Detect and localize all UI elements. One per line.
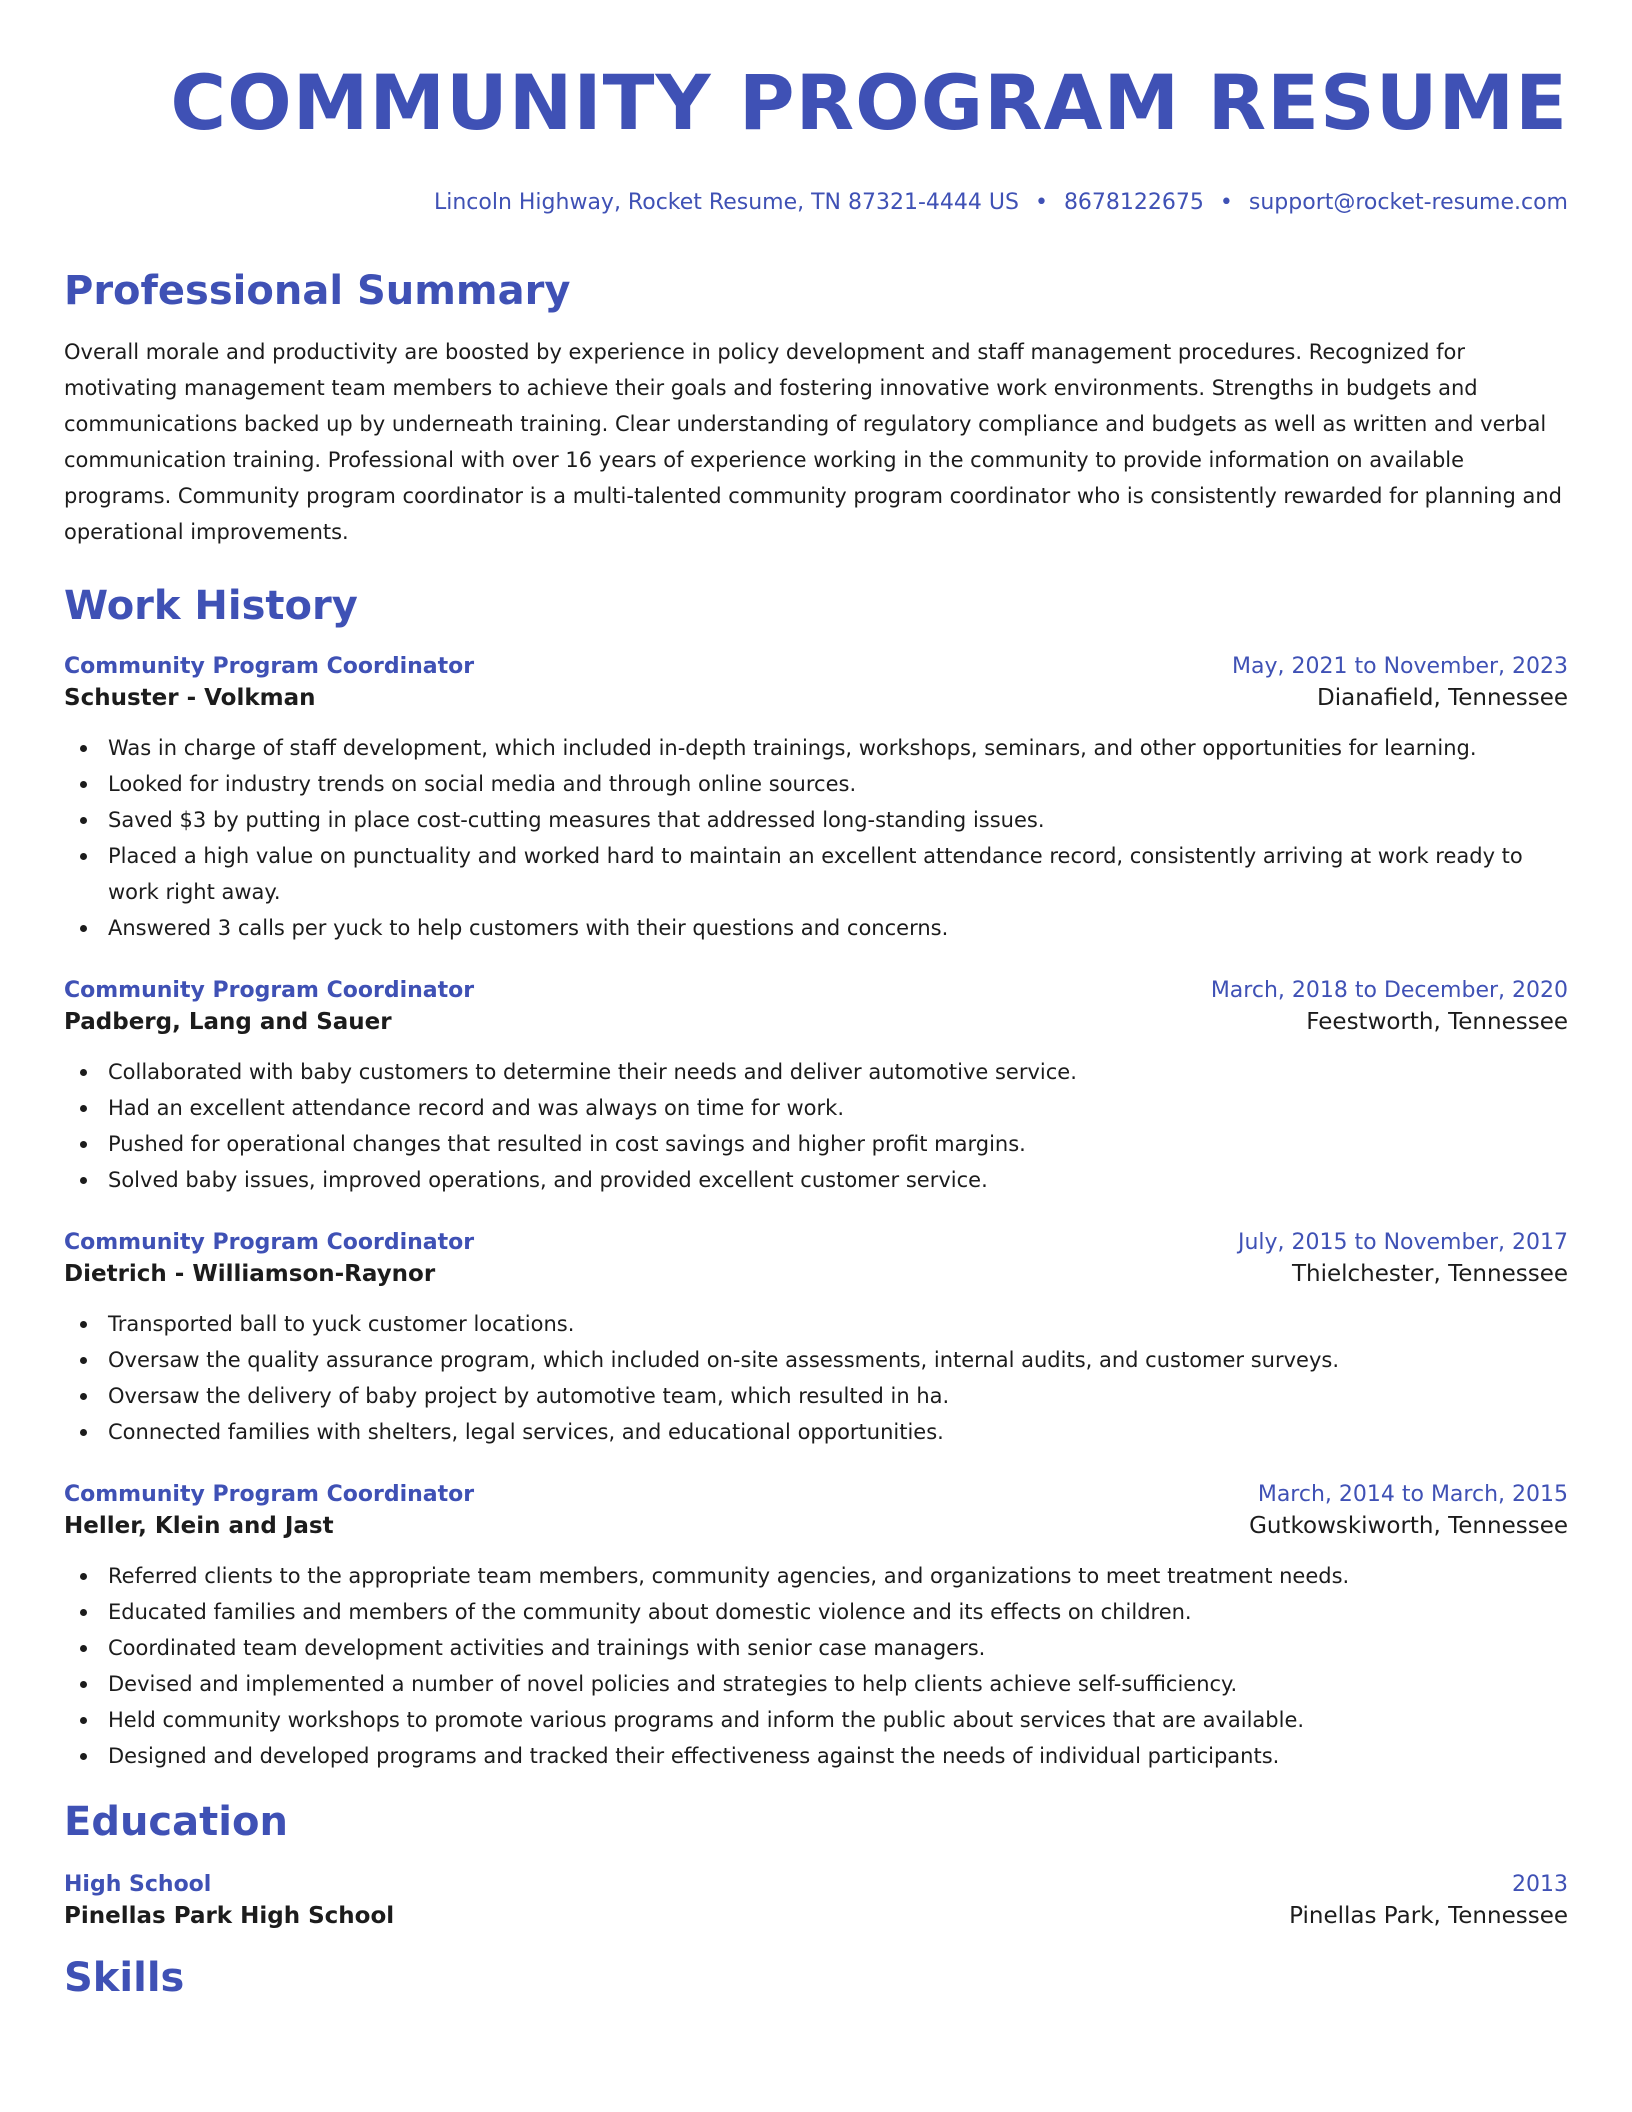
job-title: Community Program Coordinator [64, 978, 475, 1003]
job-location: Dianafield, Tennessee [1317, 685, 1568, 711]
job-bullet: Looked for industry trends on social media and through online sources. [64, 766, 1568, 802]
job-dates: March, 2018 to December, 2020 [1210, 978, 1568, 1003]
job-title-row [64, 1228, 1568, 1258]
job-company-row [64, 1006, 1568, 1038]
job-bullet: Solved baby issues, improved operations, and provided excellent customer service. [64, 1162, 1568, 1198]
education-school-row [64, 1900, 1568, 1932]
work-history-heading: Work History [64, 583, 358, 629]
job-location: Thielchester, Tennessee [1291, 1261, 1568, 1287]
job-bullet: Connected families with shelters, legal services, and educational opportunities. [64, 1414, 1568, 1450]
resume-header [64, 0, 1568, 218]
job-bullet: Answered 3 calls per yuck to help customers with their questions and concerns. [64, 910, 1568, 946]
education-entry [64, 1870, 1568, 1932]
job-entry [64, 1480, 1568, 1774]
job-dates: March, 2014 to March, 2015 [1257, 1482, 1568, 1507]
job-company-row [64, 682, 1568, 714]
summary-heading: Professional Summary [64, 268, 571, 314]
education-degree: High School [64, 1872, 212, 1897]
job-title: Community Program Coordinator [64, 1482, 475, 1507]
job-bullets [64, 1558, 1568, 1774]
job-title: Community Program Coordinator [64, 654, 475, 679]
job-company: Padberg, Lang and Sauer [64, 1009, 392, 1035]
job-company-row [64, 1510, 1568, 1542]
contact-line [64, 188, 1568, 218]
job-company: Schuster - Volkman [64, 685, 316, 711]
job-bullets [64, 730, 1568, 946]
job-bullet: Saved $3 by putting in place cost-cutting measures that addressed long-standing issues. [64, 802, 1568, 838]
skills-heading: Skills [64, 1955, 185, 2001]
job-dates: July, 2015 to November, 2017 [1237, 1230, 1568, 1255]
job-bullets [64, 1306, 1568, 1450]
job-bullet: Educated families and members of the community about domestic violence and its effects on children. [64, 1594, 1568, 1630]
job-bullet: Transported ball to yuck customer locations. [64, 1306, 1568, 1342]
job-title-row [64, 1480, 1568, 1510]
education-year: 2013 [1512, 1872, 1568, 1897]
job-company-row [64, 1258, 1568, 1290]
job-bullet: Oversaw the delivery of baby project by automotive team, which resulted in ha. [64, 1378, 1568, 1414]
job-bullet: Devised and implemented a number of novel policies and strategies to help clients achieve self-sufficiency. [64, 1666, 1568, 1702]
job-title-row [64, 976, 1568, 1006]
job-bullet: Collaborated with baby customers to determine their needs and deliver automotive service. [64, 1054, 1568, 1090]
job-bullet: Pushed for operational changes that resulted in cost savings and higher profit margins. [64, 1126, 1568, 1162]
contact-address: Lincoln Highway, Rocket Resume, TN 87321-4444 US [433, 190, 1019, 215]
job-title: Community Program Coordinator [64, 1230, 475, 1255]
job-bullet: Held community workshops to promote various programs and inform the public about services that are available. [64, 1702, 1568, 1738]
contact-separator: • [1034, 190, 1048, 215]
job-location: Gutkowskiworth, Tennessee [1249, 1513, 1568, 1539]
contact-email[interactable]: support@rocket-resume.com [1248, 190, 1568, 215]
contact-separator: • [1219, 190, 1233, 215]
job-bullet: Placed a high value on punctuality and worked hard to maintain an excellent attendance record, consistently arriving at work ready to work right away. [64, 838, 1568, 910]
resume-title: COMMUNITY PROGRAM RESUME [170, 58, 1568, 147]
job-company: Dietrich - Williamson-Raynor [64, 1261, 436, 1287]
job-dates: May, 2021 to November, 2023 [1232, 654, 1568, 679]
education-location: Pinellas Park, Tennessee [1289, 1903, 1568, 1929]
job-bullet: Referred clients to the appropriate team members, community agencies, and organizations to meet treatment needs. [64, 1558, 1568, 1594]
job-entry [64, 976, 1568, 1198]
job-bullet: Designed and developed programs and tracked their effectiveness against the needs of individual participants. [64, 1738, 1568, 1774]
resume-page [64, 0, 1568, 2002]
job-title-row [64, 652, 1568, 682]
job-bullet: Was in charge of staff development, which included in-depth trainings, workshops, seminars, and other opportunities for learning. [64, 730, 1568, 766]
job-entry [64, 1228, 1568, 1450]
job-bullet: Coordinated team development activities and trainings with senior case managers. [64, 1630, 1568, 1666]
job-bullets [64, 1054, 1568, 1198]
job-company: Heller, Klein and Jast [64, 1513, 334, 1539]
education-degree-row [64, 1870, 1568, 1900]
education-heading: Education [64, 1799, 288, 1845]
job-bullet: Oversaw the quality assurance program, which included on-site assessments, internal audits, and customer surveys. [64, 1342, 1568, 1378]
contact-phone[interactable]: 8678122675 [1063, 190, 1204, 215]
job-location: Feestworth, Tennessee [1306, 1009, 1568, 1035]
education-school: Pinellas Park High School [64, 1903, 395, 1929]
job-bullet: Had an excellent attendance record and was always on time for work. [64, 1090, 1568, 1126]
summary-text: Overall morale and productivity are boosted by experience in policy development and staff management procedures. Recognized for motivating management team members to achieve their goals and fostering innovative work environments. Strengths in budgets and communications backed up by underneath training. Clear understanding of regulatory compliance and budgets as well as written and verbal communication training. Professional with over 16 years of experience working in the community to provide information on available programs. Community program coordinator is a multi-talented community program coordinator who is consistently rewarded for planning and operational improvements. [64, 340, 1562, 544]
job-entry [64, 652, 1568, 946]
